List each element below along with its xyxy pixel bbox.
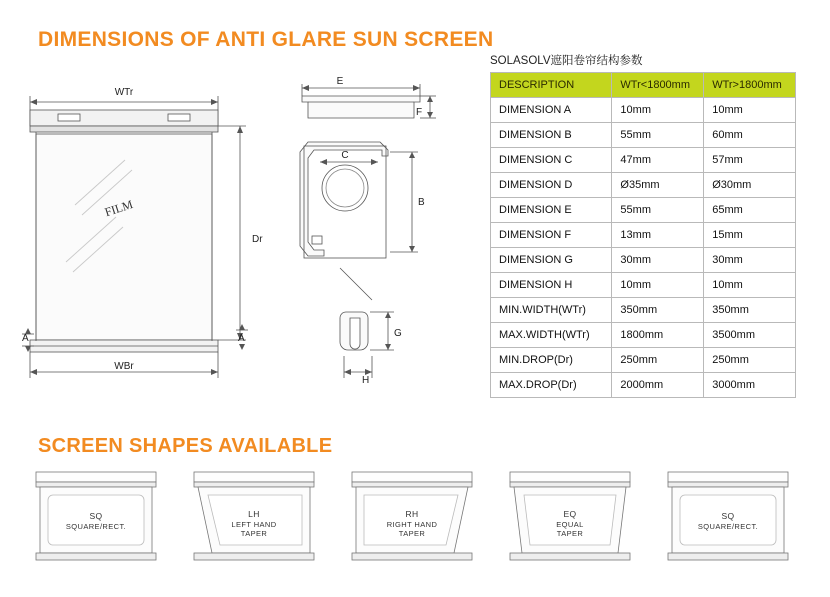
table-header-row (491, 73, 796, 98)
row-value-wide: 57mm (704, 148, 796, 173)
shape-sq-1 (20, 462, 172, 582)
row-label: DIMENSION F (491, 223, 612, 248)
label-corner-right: A (238, 333, 245, 344)
column-header-wide: WTr>1800mm (704, 73, 796, 98)
label-g: G (394, 328, 402, 339)
label-f: F (416, 107, 423, 118)
screen-shapes-row (20, 462, 810, 582)
row-label: MAX.DROP(Dr) (491, 373, 612, 398)
shape-desc: EQUAL (556, 520, 584, 529)
shape-code: EQ (563, 509, 577, 519)
row-value-wide: 65mm (704, 198, 796, 223)
table-row (491, 273, 796, 298)
row-label: MAX.WIDTH(WTr) (491, 323, 612, 348)
table-row (491, 373, 796, 398)
row-value-wide: 3500mm (704, 323, 796, 348)
row-label: DIMENSION B (491, 123, 612, 148)
label-film: FILM (102, 197, 135, 220)
column-header-narrow: WTr<1800mm (612, 73, 704, 98)
row-value-narrow: 250mm (612, 348, 704, 373)
row-label: MIN.DROP(Dr) (491, 348, 612, 373)
technical-drawing (0, 0, 490, 430)
row-value-wide: 250mm (704, 348, 796, 373)
shapes-section-title: SCREEN SHAPES AVAILABLE (38, 435, 333, 457)
row-value-narrow: 350mm (612, 298, 704, 323)
label-wbr: WBr (114, 361, 134, 372)
spec-table-container (490, 52, 796, 398)
row-value-wide: 15mm (704, 223, 796, 248)
label-e: E (336, 76, 344, 87)
shape-desc: SQUARE/RECT. (697, 522, 759, 531)
table-row (491, 173, 796, 198)
label-wtr: WTr (114, 87, 134, 98)
table-caption: SOLASOLV遮阳卷帘结构参数 (490, 55, 643, 67)
shape-desc-2: TAPER (556, 529, 584, 538)
row-label: DIMENSION C (491, 148, 612, 173)
row-value-wide: 60mm (704, 123, 796, 148)
row-value-wide: 3000mm (704, 373, 796, 398)
shape-code: RH (405, 509, 419, 519)
row-label: MIN.WIDTH(WTr) (491, 298, 612, 323)
table-row (491, 323, 796, 348)
shape-rh (336, 462, 488, 582)
table-row (491, 348, 796, 373)
row-value-narrow: Ø35mm (612, 173, 704, 198)
table-row (491, 98, 796, 123)
label-h: H (362, 375, 370, 386)
label-c: C (341, 150, 349, 161)
shape-desc: LEFT HAND (231, 520, 277, 529)
label-dr: Dr (252, 234, 263, 245)
row-label: DIMENSION E (491, 198, 612, 223)
row-value-narrow: 55mm (612, 123, 704, 148)
shape-desc-2: TAPER (240, 529, 268, 538)
row-value-narrow: 10mm (612, 273, 704, 298)
table-row (491, 148, 796, 173)
row-label: DIMENSION A (491, 98, 612, 123)
row-value-narrow: 55mm (612, 198, 704, 223)
shape-eq (494, 462, 646, 582)
row-value-wide: 350mm (704, 298, 796, 323)
column-header-description: DESCRIPTION (491, 73, 612, 98)
row-label: DIMENSION D (491, 173, 612, 198)
page-title: DIMENSIONS OF ANTI GLARE SUN SCREEN (38, 28, 494, 51)
shape-code: LH (248, 509, 260, 519)
row-value-narrow: 2000mm (612, 373, 704, 398)
shape-sq-2 (652, 462, 804, 582)
row-value-narrow: 30mm (612, 248, 704, 273)
row-label: DIMENSION G (491, 248, 612, 273)
shape-code: SQ (721, 511, 735, 521)
shape-desc-2: TAPER (398, 529, 426, 538)
table-row (491, 223, 796, 248)
row-label: DIMENSION H (491, 273, 612, 298)
row-value-narrow: 13mm (612, 223, 704, 248)
shape-desc: RIGHT HAND (386, 520, 438, 529)
row-value-narrow: 1800mm (612, 323, 704, 348)
shape-lh (178, 462, 330, 582)
shape-desc: SQUARE/RECT. (65, 522, 127, 531)
row-value-wide: 10mm (704, 98, 796, 123)
spec-table (490, 72, 796, 398)
row-value-narrow: 47mm (612, 148, 704, 173)
label-b: B (418, 197, 425, 208)
row-value-wide: 30mm (704, 248, 796, 273)
label-corner-left: A (22, 333, 29, 344)
table-row (491, 123, 796, 148)
row-value-wide: Ø30mm (704, 173, 796, 198)
table-row (491, 198, 796, 223)
table-row (491, 248, 796, 273)
row-value-narrow: 10mm (612, 98, 704, 123)
row-value-wide: 10mm (704, 273, 796, 298)
table-row (491, 298, 796, 323)
shape-code: SQ (89, 511, 103, 521)
